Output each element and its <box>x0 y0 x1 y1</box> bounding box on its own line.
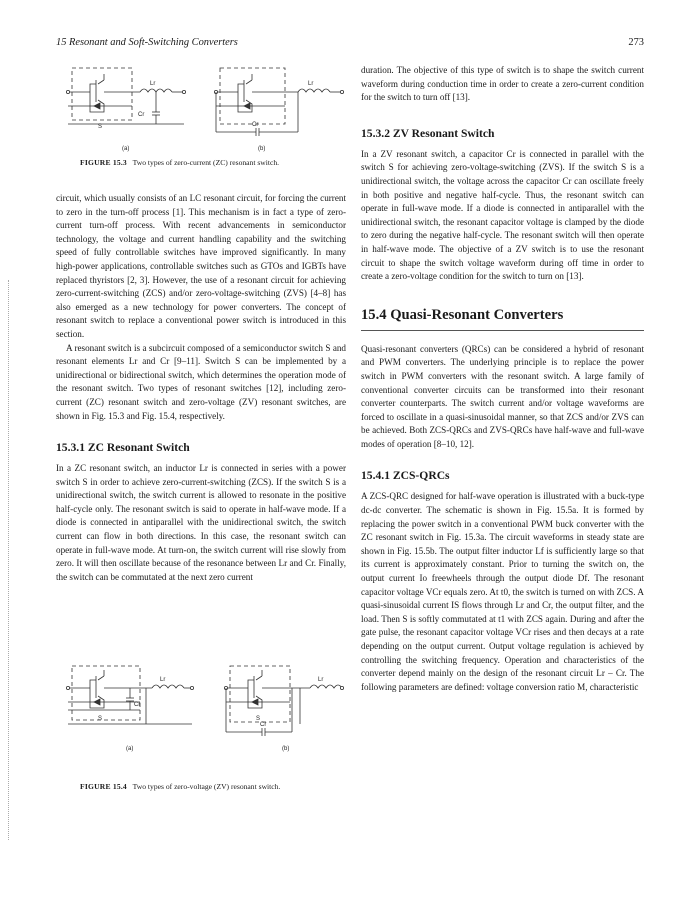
figure-15-4-caption <box>80 782 280 792</box>
figure-15-3-caption <box>80 158 279 168</box>
fig-15-3-label-Lr-b: Lr <box>308 81 314 87</box>
fig-15-4-label-Cr-b: Cr <box>260 722 267 728</box>
fig-15-4-label-S-a: S <box>98 716 103 722</box>
fig-15-3-label-S-a: S <box>98 124 103 130</box>
section-heading-15-3-1: 15.3.1 ZC Resonant Switch <box>56 441 190 455</box>
figure-15-4 <box>60 662 345 754</box>
left-paragraph-3: In a ZC resonant switch, an inductor Lr is connected in series with a power switch S in order to achieve zero-current-switching (ZCS). If the switch S is a unidirectional switch, the switch current is allowed to resonate in the positive half-cycle only. The resonant switch is said to operate in half-wave mode. If a diode is connected in antiparallel with the unidirectional switch, the switch current can flow in both directions. In this case, the resonant switch can operate in full-wave mode. At turn-on, the switch current will rise slowly from zero. It will then oscillate because of the resonance between Lr and Cr. Finally, the switch can be commutated at the next zero current <box>56 463 346 582</box>
fig-15-3-label-Cr-b: Cr <box>252 122 259 128</box>
right-paragraph-1: duration. The objective of this type of switch is to shape the switch current waveform during conduction time in order to create a zero-current condition for the switch to turn off [13]. <box>361 65 644 103</box>
section-heading-15-3-2: 15.3.2 ZV Resonant Switch <box>361 126 495 140</box>
section-rule <box>361 330 644 331</box>
right-paragraph-2: In a ZV resonant switch, a capacitor Cr is connected in parallel with the switch S for achieving zero-voltage-switching (ZVS). If the switch S is a unidirectional switch, the voltage across the capacitor Cr can oscillate freely in both positive and negative half-cycle. Thus, the resonant switch can operate in full-wave mode. If a diode is connected in antiparallel with the unidirectional switch, the resonant capacitor voltage is clamped by the diode to zero during the negative half-cycle. The resonant switch will then operate in half-wave mode. The objective of a ZV switch is to use the resonant circuit to shape the switch voltage waveform during off time in order to create a zero-voltage condition for the switch to turn on [13]. <box>361 148 644 282</box>
fig-15-4-label-Lr-b: Lr <box>318 677 324 683</box>
page-edge-dots <box>8 280 9 840</box>
page-number: 273 <box>628 37 644 48</box>
right-column <box>361 64 644 694</box>
chapter-title: 15 Resonant and Soft-Switching Converters <box>56 37 238 48</box>
running-header <box>56 37 644 51</box>
right-paragraph-3: Quasi-resonant converters (QRCs) can be considered a hybrid of resonant and PWM converters. The underlying principle is to replace the power switch in PWM converters with the resonant switch. A large family of conventional converter circuits can be transformed into their resonant converter counterparts. The switch current and/or voltage waveforms are forced to oscillate in a quasi-sinusoidal manner, so that ZCS and/or ZVS can be achieved. Both ZCS-QRCs and ZVS-QRCs have half-wave and full-wave modes of operation [8–10, 12]. <box>361 343 644 449</box>
fig-15-3-label-Lr-a: Lr <box>150 81 156 87</box>
fig-15-3-label-b: (b) <box>258 146 266 152</box>
fig-15-4-label-S-b: S <box>256 716 261 722</box>
section-heading-15-4-1: 15.4.1 ZCS-QRCs <box>361 469 450 483</box>
fig-15-4-label-a: (a) <box>126 746 134 752</box>
fig-15-3-label-a: (a) <box>122 146 130 152</box>
fig-15-4-label-Cr-a: Cr <box>134 702 141 708</box>
figure-15-3-caption-label: FIGURE 15.3 <box>80 158 127 167</box>
figure-15-3-diagram <box>60 62 345 154</box>
figure-15-4-caption-label: FIGURE 15.4 <box>80 782 127 791</box>
left-column <box>56 192 346 584</box>
figure-15-3-caption-text: Two types of zero-current (ZC) resonant switch. <box>132 158 280 167</box>
left-paragraph-1: circuit, which usually consists of an LC resonant circuit, for forcing the current to zero in the turn-off process [1]. This mechanism is in fact a type of zero-current turn-off process. With recent advancements in semiconductor technology, the voltage and current handling capability and the switching speed of fully controllable switches have improved significantly. In many high-power applications, controllable switches such as GTOs and IGBTs have replaced thyristors [2, 3]. However, the use of a resonant circuit for achieving zero-current-switching (ZCS) and/or zero-voltage-switching (ZVS) [4–8] has also emerged as a new technology for power converters. The concept of resonant switch to replace a conventional power switch is introduced in this section. <box>56 193 346 339</box>
fig-15-4-label-Lr-a: Lr <box>160 677 166 683</box>
figure-15-3 <box>60 62 345 154</box>
figure-15-4-diagram <box>60 662 345 754</box>
section-heading-15-4: 15.4 Quasi-Resonant Converters <box>361 306 564 323</box>
fig-15-3-label-Cr-a: Cr <box>138 112 145 118</box>
fig-15-4-label-b: (b) <box>282 746 290 752</box>
left-paragraph-2: A resonant switch is a subcircuit composed of a semiconductor switch S and resonant elements Lr and Cr [9–11]. Switch S can be implemented by a unidirectional or bidirectional switch, which determines the operation mode of the resonant switch. Two types of resonant switches [12], including zero-current (ZC) resonant switch and zero-voltage (ZV) resonant switches, are shown in Fig. 15.3 and Fig. 15.4, respectively. <box>56 342 346 421</box>
right-paragraph-4: A ZCS-QRC designed for half-wave operation is illustrated with a buck-type dc-dc converter. The schematic is shown in Fig. 15.5a. It is formed by replacing the power switch in a conventional PWM buck converter with the ZC resonant switch in Fig. 15.3a. The circuit waveforms in steady state are shown in Fig. 15.5b. The output filter inductor Lf is sufficiently large so that its current is approximately constant. Prior to turning the switch on, the output current Io freewheels through the output diode Df. The resonant capacitor voltage VCr equals zero. At t0, the switch is turned on with ZCS. A quasi-sinusoidal current IS flows through Lr and Cr, the output filter, and the load. Then S is softly commutated at t1 with ZCS again. During and after the gate pulse, the resonant capacitor voltage VCr rises and then decays at a rate depending on the output current. Output voltage regulation is achieved by controlling the switching frequency. Operation and characteristics of the converter depend mainly on the design of the resonant circuit Lr – Cr. The following parameters are defined: voltage conversion ratio M, characteristic <box>361 491 644 692</box>
figure-15-4-caption-text: Two types of zero-voltage (ZV) resonant switch. <box>132 782 281 791</box>
